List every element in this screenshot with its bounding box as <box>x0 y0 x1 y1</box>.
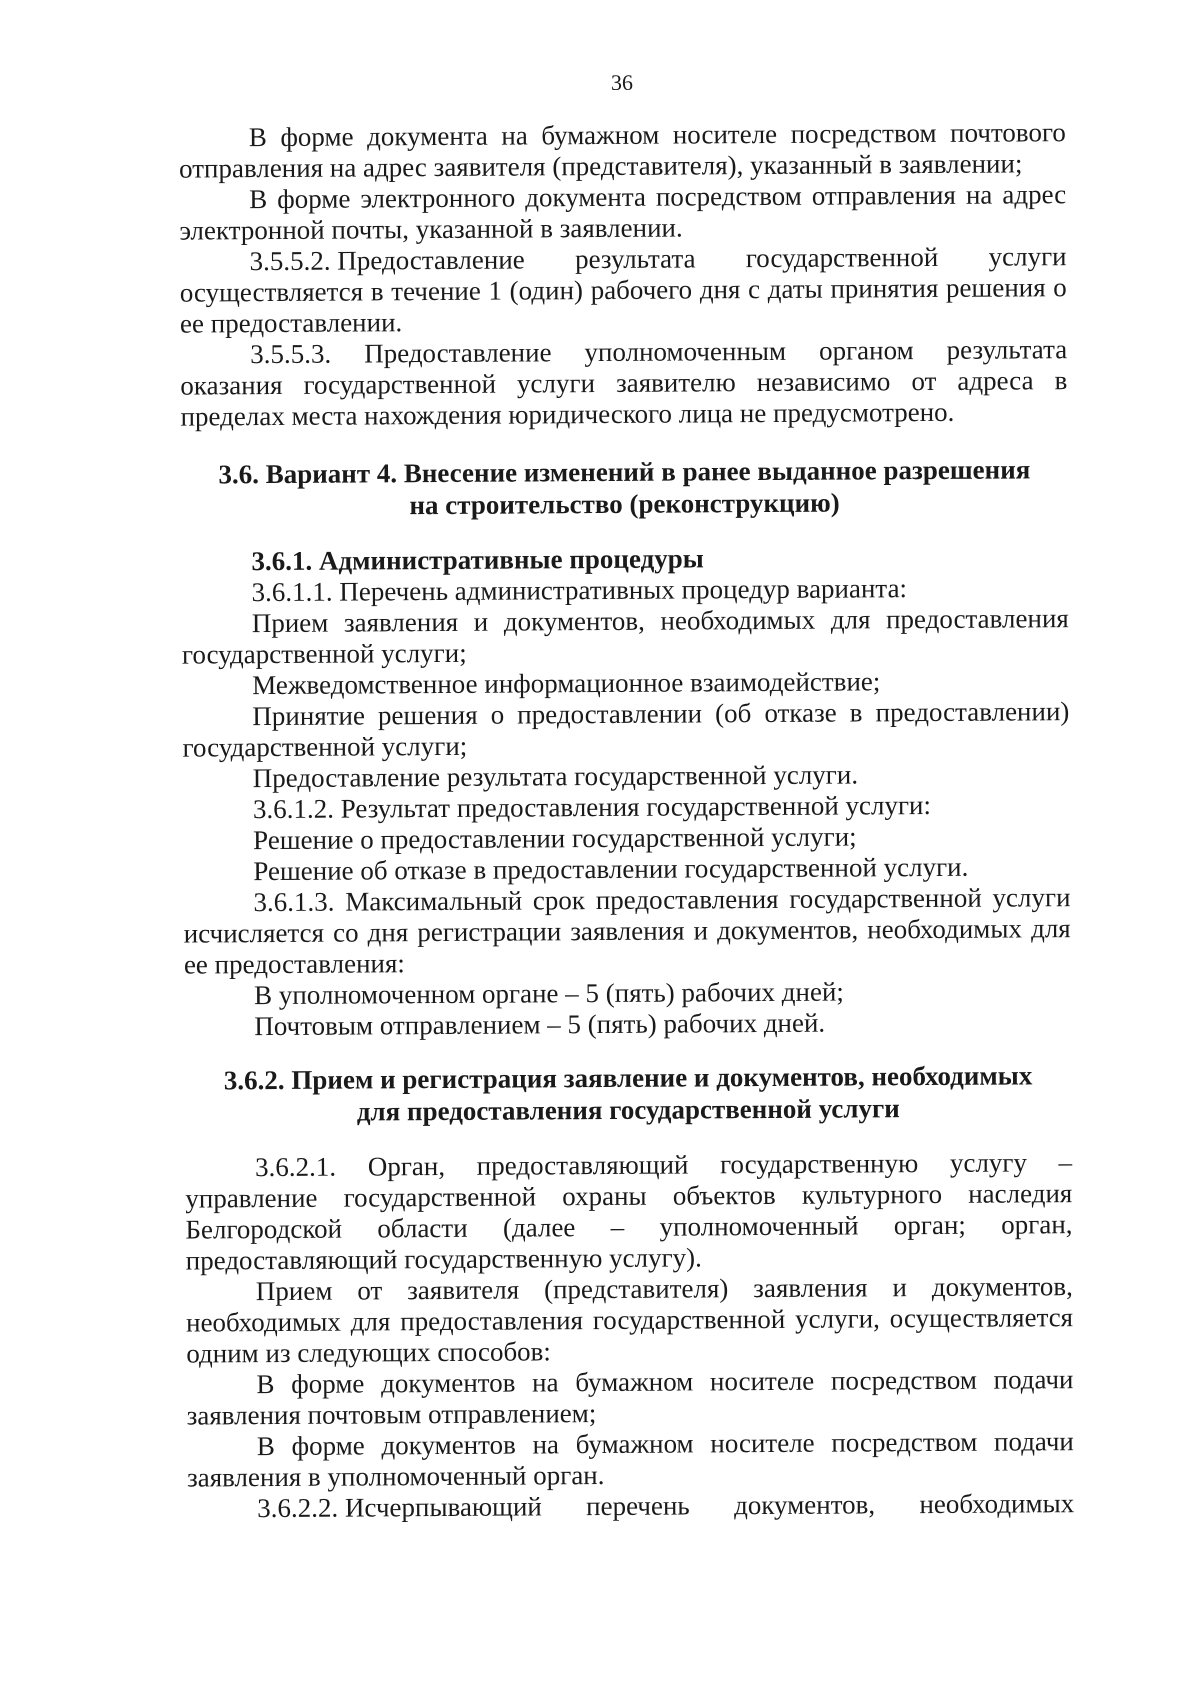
word: государственной <box>745 241 939 274</box>
word: услуги <box>988 241 1067 272</box>
list-item: Предоставление результата государственной услуги. <box>252 759 859 794</box>
word: необходимых <box>919 1488 1075 1520</box>
subsection-3-6-1-heading: 3.6.1. Административные процедуры <box>251 543 704 577</box>
list-item: 3.6.1.2. Результат предоставления государственной услуги: <box>252 789 932 825</box>
section-3-6-heading-line2: на строительство (реконструкцию) <box>409 487 840 521</box>
section-3-6-2-heading-line2: для предоставления государственной услуги <box>356 1093 900 1127</box>
paragraph-3-5-5-2-rest: осуществляется в течение 1 (один) рабочего дня с даты принятия решения о ее предоставлении. <box>179 272 1067 339</box>
word: 3.6.2.2. Исчерпывающий <box>257 1491 542 1524</box>
paragraph-3-5-5-3: 3.5.5.3. Предоставление уполномоченным органом результата оказания государственной услуги заявителю независимо от адреса в пределах места нахождения юридического лица не предусмотрено. <box>180 334 1068 432</box>
list-item: 3.6.1.1. Перечень административных процедур варианта: <box>251 573 908 608</box>
list-item: В уполномоченном органе – 5 (пять) рабочих дней; <box>253 976 844 1011</box>
list-item: Решение о предоставлении государственной услуги; <box>253 821 857 856</box>
paragraph-postal-submission: В форме документов на бумажном носителе посредством подачи заявления почтовым отправлением; <box>186 1364 1074 1431</box>
paragraph-reception: Прием от заявителя (представителя) заявления и документов, необходимых для предоставления государственной услуги, осуществляется одним из следующих способов: <box>185 1271 1074 1369</box>
list-item: Почтовым отправлением – 5 (пять) рабочих дней. <box>254 1007 826 1042</box>
word: результата <box>574 243 696 275</box>
paragraph-email-delivery: В форме электронного документа посредством отправления на адрес электронной почты, указанной в заявлении. <box>179 179 1067 246</box>
paragraph-paper-delivery: В форме документа на бумажном носителе посредством почтового отправления на адрес заявителя (представителя), указанный в заявлении; <box>178 117 1066 184</box>
word: документов, <box>733 1489 876 1521</box>
list-item: 3.6.1.3. Максимальный срок предоставления государственной услуги исчисляется со дня регистрации заявления и документов, необходимых для ее предоставления: <box>183 882 1071 980</box>
list-item: Принятие решения о предоставлении (об отказе в предоставлении) государственной услуги; <box>182 696 1070 763</box>
word: перечень <box>586 1490 690 1522</box>
list-item: Прием заявления и документов, необходимых для предоставления государственной услуги; <box>181 603 1069 670</box>
section-3-6-heading-line1: 3.6. Вариант 4. Внесение изменений в ранее выданное разрешения <box>218 454 1031 490</box>
paragraph-3-6-2-1: 3.6.2.1. Орган, предоставляющий государственную услугу – управление государственной охраны объектов культурного наследия Белгородской области (далее – уполномоченный орган; орган, предоставляющий государственную услугу). <box>185 1147 1073 1276</box>
word: 3.5.5.2. Предоставление <box>249 244 525 277</box>
list-item: Межведомственное информационное взаимодействие; <box>252 666 881 701</box>
paragraph-office-submission: В форме документов на бумажном носителе посредством подачи заявления в уполномоченный орган. <box>186 1426 1074 1493</box>
page-number: 36 <box>610 69 634 95</box>
section-3-6-2-heading-line1: 3.6.2. Прием и регистрация заявление и документов, необходимых <box>223 1060 1033 1096</box>
paragraph-3-6-2-2-first-line <box>187 1488 1074 1524</box>
list-item: Решение об отказе в предоставлении государственной услуги. <box>253 851 969 887</box>
